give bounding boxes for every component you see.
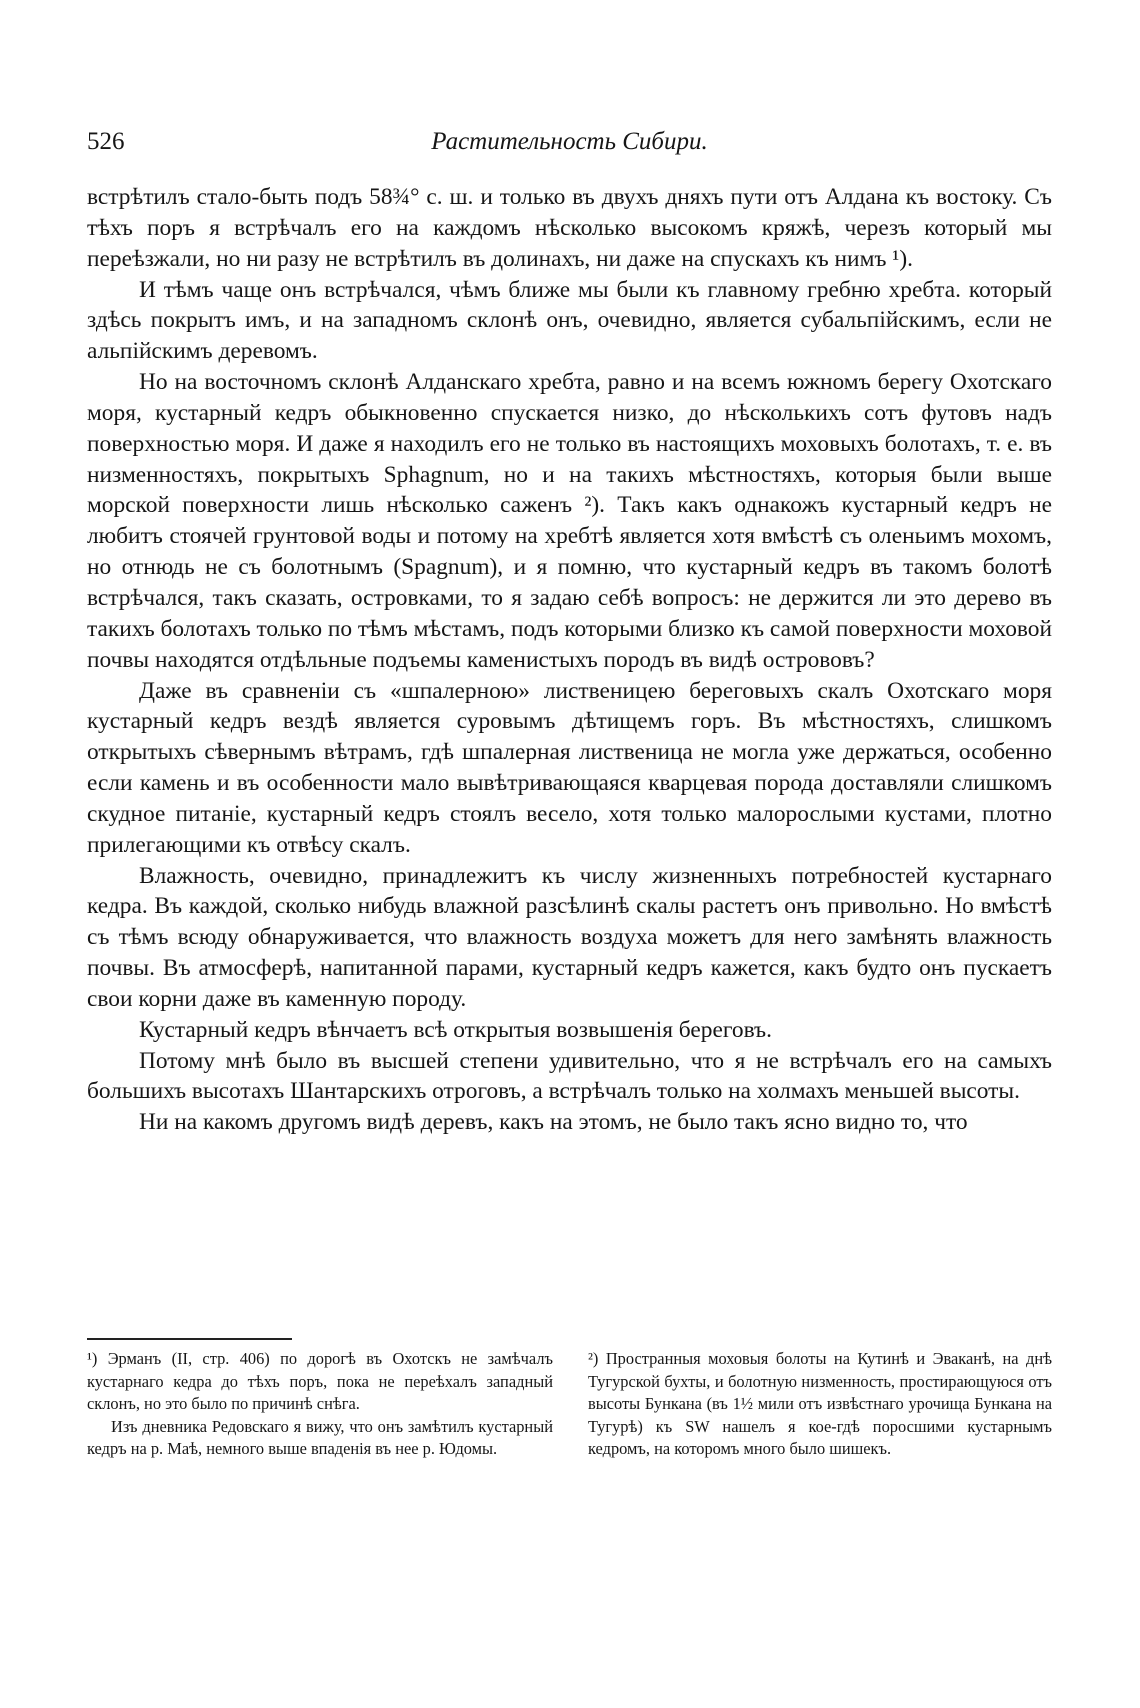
paragraph: Даже въ сравненіи съ «шпалерною» лиственицею береговыхъ скалъ Охотскаго моря кустарный кедръ вездѣ является суровымъ дѣтищемъ горъ. Въ мѣстностяхъ, слишкомъ открытыхъ сѣвернымъ вѣтрамъ, гдѣ шпалерная лиственица не могла уже держаться, особенно если камень и въ особенности мало вывѣтривающаяся кварцевая порода доставляли слишкомъ скудное питаніе, кустарный кедръ стоялъ весело, хотя только малорослыми кустами, плотно прилегающими къ отвѣсу скалъ. [87, 677, 1052, 858]
footnote-2: ²) Пространныя моховыя болоты на Кутинѣ и Эваканѣ, на днѣ Тугурской бухты, и болотную низменность, простирающуюся отъ высоты Бункана (въ 1½ мили отъ извѣстнаго урочища Бункана на Тугурѣ) къ SW нашелъ я кое-гдѣ поросшими кустарнымъ кедромъ, на которомъ много было шишекъ. [588, 1349, 1052, 1458]
footnote-column-left [87, 1348, 553, 1461]
paragraph: Кустарный кедръ вѣнчаетъ всѣ открытыя возвышенія береговъ. [139, 1016, 772, 1043]
paragraph-continuation: встрѣтилъ стало-быть подъ 58¾° с. ш. и только въ двухъ дняхъ пути отъ Алдана къ востоку. Съ тѣхъ поръ я встрѣчалъ его на каждомъ нѣсколько высокомъ кряжѣ, черезъ который мы переѣзжали, но ни разу не встрѣтилъ въ долинахъ, ни даже на спускахъ къ нимъ ¹). [87, 184, 1052, 272]
page-number: 526 [87, 128, 125, 155]
footnote-1-continuation: Изъ дневника Редовскаго я вижу, что онъ замѣтилъ кустарный кедръ на р. Маѣ, немного выше впаденія въ нее р. Юдомы. [87, 1416, 553, 1458]
paragraph: Ни на какомъ другомъ видѣ деревъ, какъ на этомъ, не было такъ ясно видно то, что [139, 1109, 968, 1136]
paragraph: Влажность, очевидно, принадлежитъ къ числу жизненныхъ потребностей кустарнаго кедра. Въ каждой, сколько нибудь влажной разсѣлинѣ скалы растетъ онъ привольно. Но вмѣстѣ съ тѣмъ всюду обнаруживается, что влажность воздуха можетъ для него замѣнять влажность почвы. Въ атмосферѣ, напитанной парами, кустарный кедръ кажется, какъ будто онъ пускаетъ свои корни даже въ каменную породу. [87, 862, 1052, 1012]
paragraph: Потому мнѣ было въ высшей степени удивительно, что я не встрѣчалъ его на самыхъ большихъ высотахъ Шантарскихъ отроговъ, а встрѣчалъ только на холмахъ меньшей высоты. [87, 1047, 1052, 1105]
paragraph: Но на восточномъ склонѣ Алданскаго хребта, равно и на всемъ южномъ берегу Охотскаго моря, кустарный кедръ обыкновенно спускается низко, до нѣсколькихъ сотъ футовъ надъ поверхностью моря. И даже я находилъ его не только въ настоящихъ моховыхъ болотахъ, т. е. въ низменностяхъ, покрытыхъ Sphagnum, но и на такихъ мѣстностяхъ, которыя были выше морской поверхности лишь нѣсколько саженъ ²). Такъ какъ однакожъ кустарный кедръ не любитъ стоячей грунтовой воды и потому на хребтѣ является хотя вмѣстѣ съ оленьимъ мохомъ, но отнюдь не съ болотнымъ (Spagnum), и я помню, что кустарный кедръ въ такомъ болотѣ встрѣчался, такъ сказать, островками, то я задаю себѣ вопросъ: не держится ли это дерево въ такихъ болотахъ только по тѣмъ мѣстамъ, подъ которыми близко къ самой поверхности моховой почвы находятся отдѣльные подъемы каменистыхъ породъ въ видѣ острововъ? [87, 369, 1052, 673]
footnote-1: ¹) Эрманъ (II, стр. 406) по дорогѣ въ Охотскъ не замѣчалъ кустарнаго кедра до тѣхъ поръ, пока не переѣхалъ западный склонъ, но это было по причинѣ снѣга. [87, 1349, 553, 1413]
paragraph: И тѣмъ чаще онъ встрѣчался, чѣмъ ближе мы были къ главному гребню хребта. который здѣсь покрытъ имъ, и на западномъ склонѣ онъ, очевидно, является субальпійскимъ, если не альпійскимъ деревомъ. [87, 276, 1052, 365]
running-title: Растительность Сибири. [431, 128, 708, 155]
body-text [87, 182, 1052, 1138]
footnote-divider [87, 1338, 292, 1340]
page-header [87, 128, 1052, 168]
footnote-column-right [588, 1348, 1052, 1461]
